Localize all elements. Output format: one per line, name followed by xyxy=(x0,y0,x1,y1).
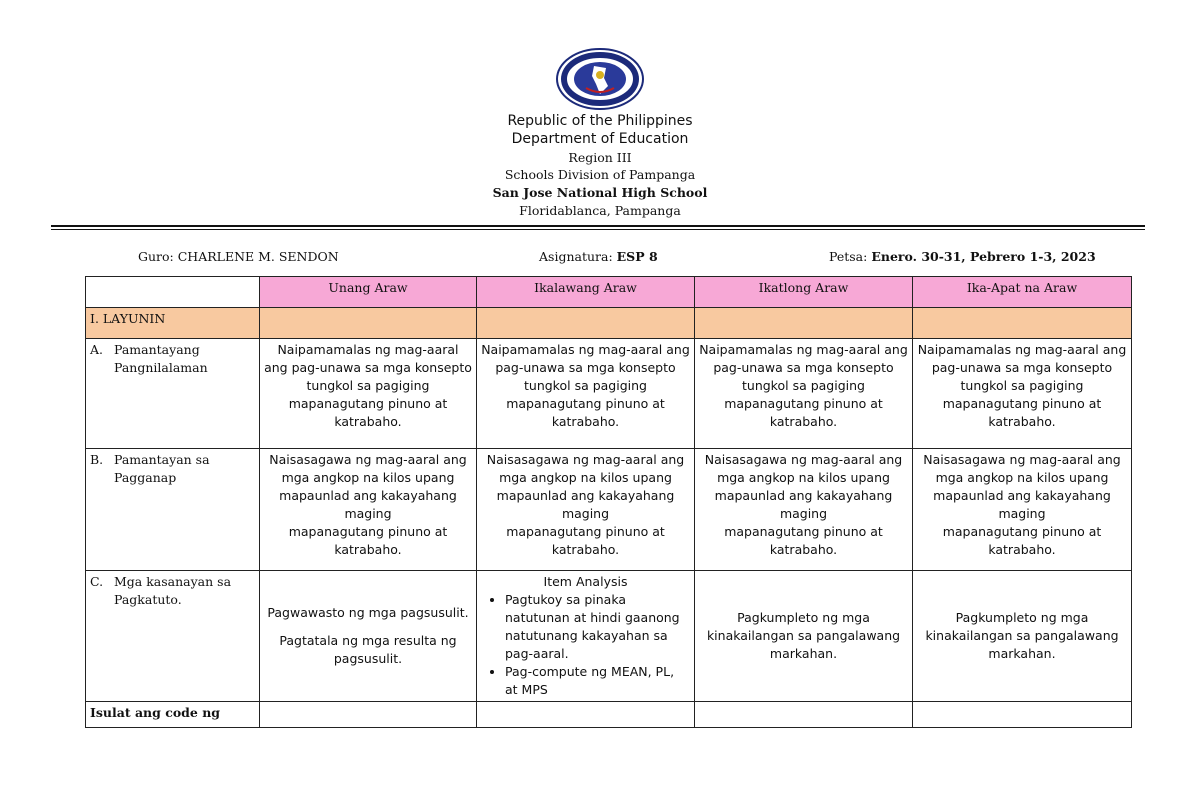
row-b-label-l1: Pamantayan sa xyxy=(114,452,210,467)
petsa-value: Enero. 30-31, Pebrero 1-3, 2023 xyxy=(871,249,1096,264)
header-republic: Republic of the Philippines xyxy=(507,113,693,129)
meta-petsa xyxy=(829,249,1096,264)
petsa-label: Petsa: xyxy=(829,249,868,264)
row-c-letter: C. xyxy=(90,574,104,589)
row-a-day4: Naipamamalas ng mag-aaral ang pag-unawa sa mga konsepto tungkol sa pagiging mapanagutang pinuno at katrabaho. xyxy=(913,339,1132,449)
row-a-day2: Naipamamalas ng mag-aaral ang pag-unawa sa mga konsepto tungkol sa pagiging mapanagutang pinuno at katrabaho. xyxy=(477,339,695,449)
table-row-pamantayan-sa-pagganap xyxy=(86,449,1132,571)
section-row-layunin xyxy=(86,308,1132,339)
guro-value: CHARLENE M. SENDON xyxy=(177,249,339,264)
table-row-pamantayang-pangnilalaman xyxy=(86,339,1132,449)
guro-label: Guro: xyxy=(138,249,174,264)
table-row-mga-kasanayan xyxy=(86,571,1132,702)
row-b-letter: B. xyxy=(90,452,104,467)
row-b-label xyxy=(86,449,260,571)
meta-asignatura xyxy=(539,249,658,264)
row-c-day1 xyxy=(260,571,477,702)
row-a-day1: Naipamamalas ng mag-aaral ang pag-unawa sa mga konsepto tungkol sa pagiging mapanagutang pinuno at katrabaho. xyxy=(260,339,477,449)
day-header-2: Ikalawang Araw xyxy=(477,277,695,308)
header-school: San Jose National High School xyxy=(492,185,708,200)
row-b-label-l2: Pagganap xyxy=(114,470,177,485)
row-b-day1: Naisasagawa ng mag-aaral ang mga angkop na kilos upang mapaunlad ang kakayahang maging mapanagutang pinuno at katrabaho. xyxy=(260,449,477,571)
row-a-letter: A. xyxy=(90,342,104,357)
row-a-label xyxy=(86,339,260,449)
section-label-layunin: I. LAYUNIN xyxy=(86,308,260,339)
table-header-row xyxy=(86,277,1132,308)
row-a-label-l1: Pamantayang xyxy=(114,342,200,357)
day-header-1: Unang Araw xyxy=(260,277,477,308)
row-c-day2-title: Item Analysis xyxy=(543,574,628,589)
header-department: Department of Education xyxy=(511,131,689,147)
row-d-label: Isulat ang code ng xyxy=(86,702,260,728)
list-item: • Pag-compute ng MEAN, PL, at MPS xyxy=(505,663,690,699)
row-b-day3: Naisasagawa ng mag-aaral ang mga angkop na kilos upang mapaunlad ang kakayahang maging mapanagutang pinuno at katrabaho. xyxy=(695,449,913,571)
row-c-day4: Pagkumpleto ng mga kinakailangan sa pangalawang markahan. xyxy=(913,571,1132,702)
row-c-day1-p1: Pagwawasto ng mga pagsusulit. xyxy=(267,605,469,620)
row-c-day2 xyxy=(477,571,695,702)
row-a-label-l2: Pangnilalaman xyxy=(114,360,208,375)
row-b-day4: Naisasagawa ng mag-aaral ang mga angkop na kilos upang mapaunlad ang kakayahang maging mapanagutang pinuno at katrabaho. xyxy=(913,449,1132,571)
row-b-day2: Naisasagawa ng mag-aaral ang mga angkop na kilos upang mapaunlad ang kakayahang maging mapanagutang pinuno at katrabaho. xyxy=(477,449,695,571)
row-c-day1-p2: Pagtatala ng mga resulta ng pagsusulit. xyxy=(279,633,457,666)
row-c-day3: Pagkumpleto ng mga kinakailangan sa pangalawang markahan. xyxy=(695,571,913,702)
list-item: • Pagtukoy sa pinaka natutunan at hindi gaanong natutunang kakayahan sa pag-aaral. xyxy=(505,591,690,663)
header-rule-thick xyxy=(51,225,1145,227)
header-location: Floridablanca, Pampanga xyxy=(519,203,681,218)
header-rule-thin xyxy=(51,229,1145,230)
row-c-label xyxy=(86,571,260,702)
header-division: Schools Division of Pampanga xyxy=(504,167,696,182)
row-c-day2-list xyxy=(481,591,690,699)
lesson-plan-table xyxy=(85,276,1132,728)
day-header-4: Ika-Apat na Araw xyxy=(913,277,1132,308)
row-c-label-l2: Pagkatuto. xyxy=(114,592,182,607)
day-header-3: Ikatlong Araw xyxy=(695,277,913,308)
deped-seal-logo xyxy=(556,48,644,110)
asignatura-label: Asignatura: xyxy=(539,249,613,264)
row-a-day3: Naipamamalas ng mag-aaral ang pag-unawa sa mga konsepto tungkol sa pagiging mapanagutang pinuno at katrabaho. xyxy=(695,339,913,449)
header-region: Region III xyxy=(568,150,632,165)
asignatura-value: ESP 8 xyxy=(616,249,658,264)
table-row-isulat-code xyxy=(86,702,1132,728)
meta-guro xyxy=(138,249,339,264)
header-blank-cell xyxy=(86,277,260,308)
row-c-label-l1: Mga kasanayan sa xyxy=(114,574,232,589)
